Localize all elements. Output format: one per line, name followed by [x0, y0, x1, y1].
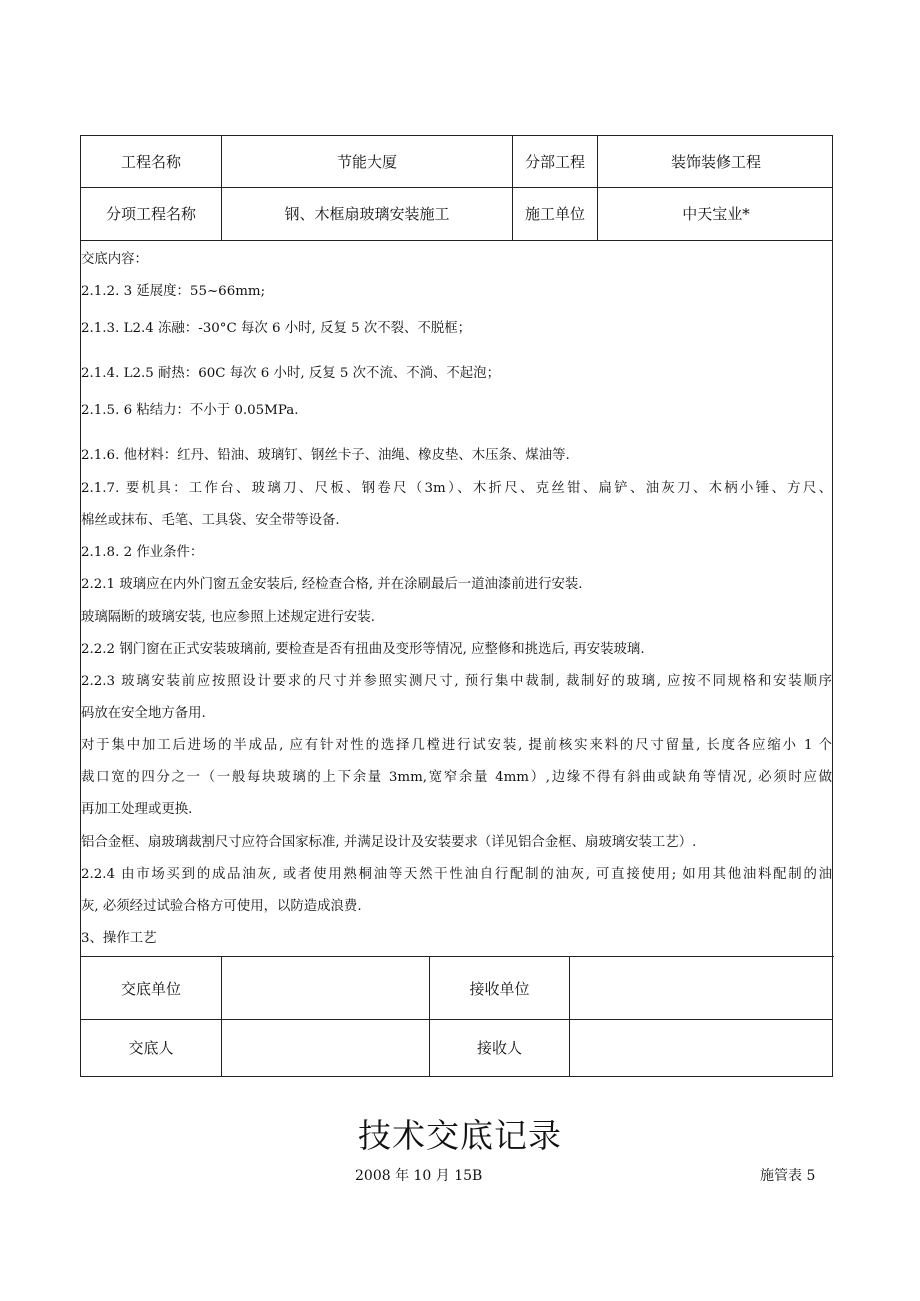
header-row [81, 136, 832, 188]
content-line: 灰, 必须经过试验合格方可使用，以防造成浪费. [81, 899, 362, 914]
content-line: 2.1.3. L2.4 冻融：-30°C 每次 6 小时, 反复 5 次不裂、不脱框； [81, 321, 472, 336]
issuer-unit-label: 交底单位 [120, 979, 181, 998]
signature-row [81, 957, 832, 1020]
signature-row [81, 1019, 832, 1076]
content-line: 码放在安全地方备用. [81, 706, 206, 721]
content-line: 2.2.3 玻璃安装前应按照设计要求的尺寸并参照实测尺寸, 预行集中裁制, 裁制好的玻璃, 应按不同规格和安装顺序 [81, 674, 832, 689]
document-title: 技术交底记录 [358, 1116, 562, 1155]
subitem-name-label: 分项工程名称 [105, 205, 196, 223]
subitem-name-value: 钢、木框扇玻璃安装施工 [221, 187, 512, 240]
content-line: 2.1.2. 3 延展度：55~66mm; [81, 284, 266, 299]
header-row [81, 187, 832, 241]
content-line: 铝合金框、扇玻璃裁割尺寸应符合国家标准, 并满足设计及安装要求（详见铝合金框、扇玻璃安装工艺）. [81, 835, 697, 850]
document-date: 2008 年 10 月 15B [355, 1168, 483, 1184]
contractor-value: 中天宝业* [597, 187, 834, 240]
content-line: 2.1.7. 要机具：工作台、玻璃刀、尺板、钢卷尺（3m）、木折尺、克丝钳、扁铲、油灰刀、木柄小锤、方尺、 [81, 481, 832, 496]
content-line: 玻璃隔断的玻璃安装, 也应参照上述规定进行安装. [81, 610, 375, 625]
project-name-value: 节能大厦 [221, 136, 512, 187]
issuer-unit-value [221, 957, 429, 1019]
content-line: 2.2.4 由市场买到的成品油灰, 或者使用熟桐油等天然干性油自行配制的油灰, 可直接使用; 如用其他油料配制的油 [81, 867, 832, 882]
content-line: 对于集中加工后进场的半成品, 应有针对性的选择几樘进行试安装, 提前核实来料的尺寸留量, 长度各应缩小 1 个 [81, 738, 832, 753]
content-line: 3、操作工艺 [81, 931, 157, 946]
content-line: 裁口宽的四分之一（一般每块玻璃的上下余量 3mm,宽窄余量 4mm）,边缘不得有斜曲或缺角等情况, 必须时应做 [81, 770, 832, 785]
receiver-person-value [569, 1019, 834, 1076]
disclosure-content [81, 240, 834, 957]
form-number: 施管表 5 [760, 1168, 816, 1184]
receiver-person-label: 接收人 [429, 1019, 569, 1076]
content-line: 2.2.1 玻璃应在内外门窗五金安装后, 经检查合格, 并在涂刷最后一道油漆前进行安装. [81, 577, 583, 592]
content-line: 交底内容： [81, 252, 148, 267]
issuer-person-value [221, 1019, 429, 1076]
content-line: 棉丝或抹布、毛笔、工具袋、安全带等设备. [81, 513, 340, 528]
content-line: 再加工处理或更换. [81, 802, 193, 817]
contractor-label: 施工单位 [512, 187, 597, 240]
disclosure-form [80, 135, 833, 1077]
division-value: 装饰装修工程 [597, 136, 834, 187]
receiver-unit-label: 接收单位 [429, 957, 569, 1019]
content-line: 2.1.8. 2 作业条件： [81, 545, 204, 560]
division-label: 分部工程 [512, 136, 597, 187]
content-line: 2.1.6. 他材料：红丹、铅油、玻璃钉、钢丝卡子、油绳、橡皮垫、木压条、煤油等. [81, 448, 570, 463]
content-line: 2.1.5. 6 粘结力：不小于 0.05MPa. [81, 403, 299, 418]
project-name-label: 工程名称 [120, 153, 181, 171]
receiver-unit-value [569, 957, 834, 1019]
issuer-person-label: 交底人 [128, 1039, 174, 1057]
content-line: 2.2.2 钢门窗在正式安装玻璃前, 要检查是否有扭曲及变形等情况, 应整修和挑选后, 再安装玻璃. [81, 642, 645, 657]
content-line: 2.1.4. L2.5 耐热：60C 每次 6 小时, 反复 5 次不流、不淌、不起泡； [81, 366, 500, 381]
